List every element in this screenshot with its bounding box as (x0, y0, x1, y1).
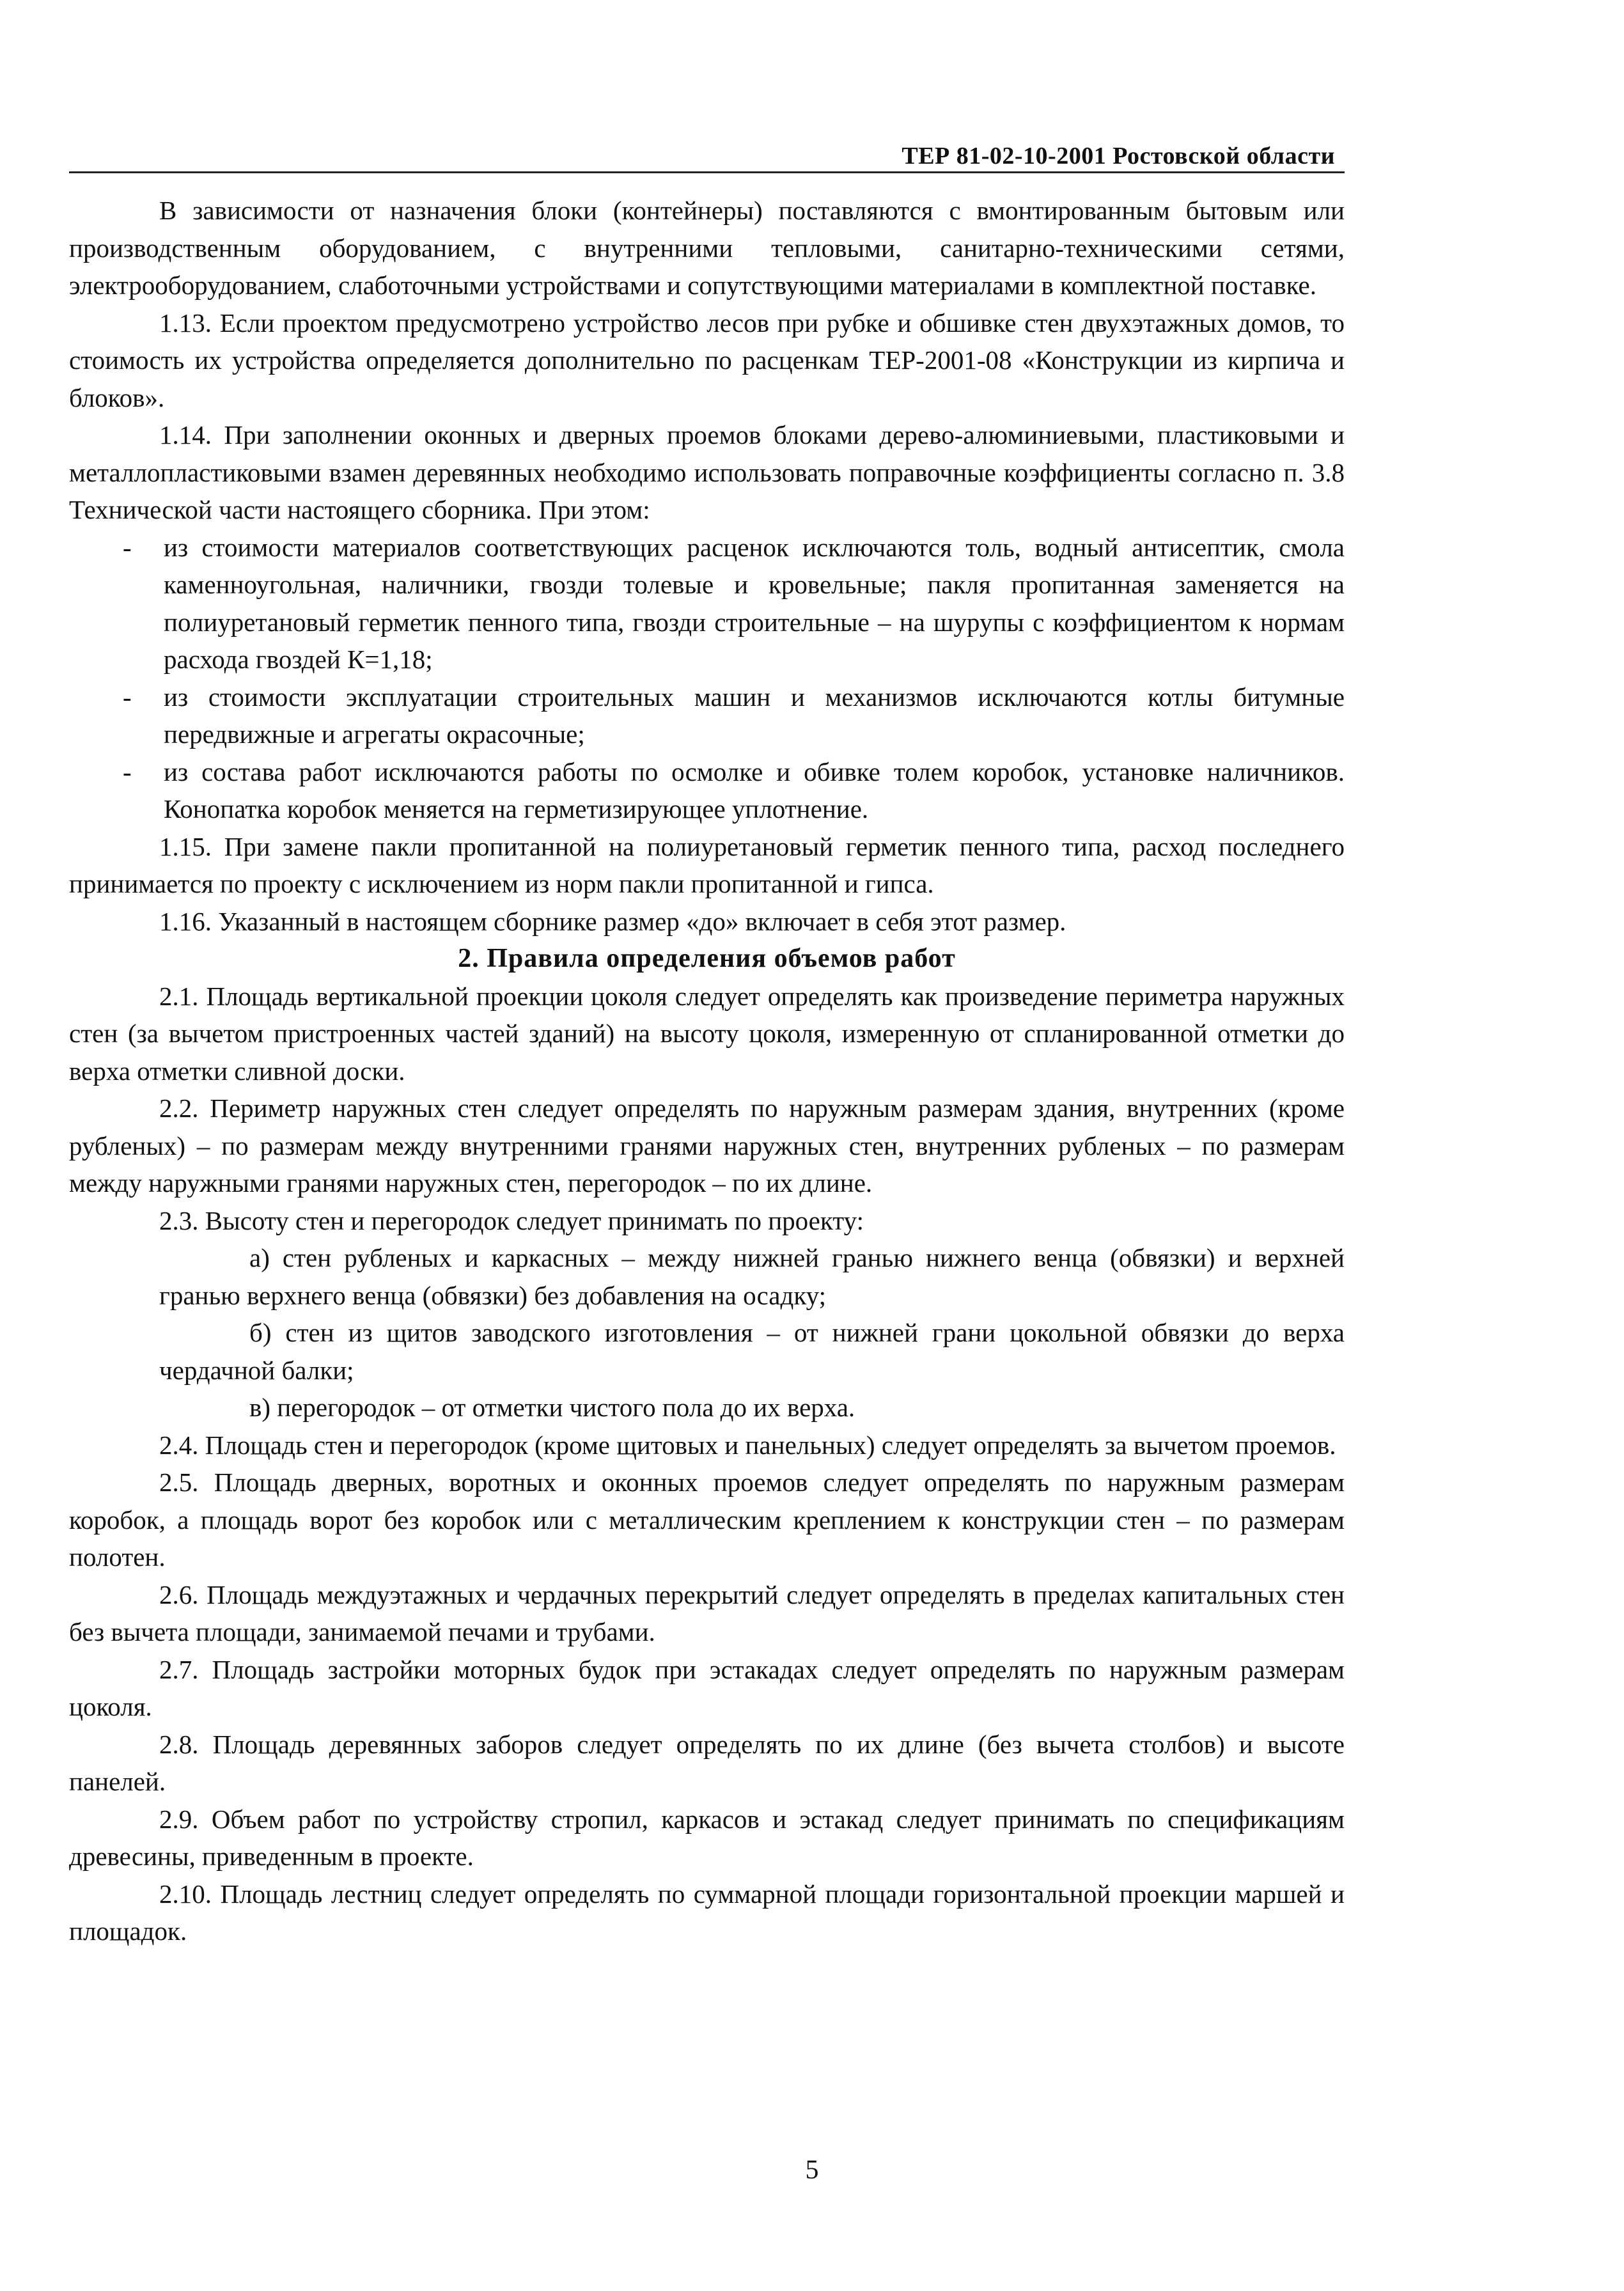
paragraph-1-14: 1.14. При заполнении оконных и дверных проемов блоками дерево-алюминиевыми, пластиковыми и металлопластиковыми взамен деревянных необходимо использовать поправочные коэффициенты согласно п. 3.8 Технической части настоящего сборника. При этом: (69, 420, 1345, 524)
page-number: 5 (805, 2155, 819, 2185)
paragraph-2-7: 2.7. Площадь застройки моторных будок при эстакадах следует определять по наружным размерам цоколя. (69, 1654, 1345, 1721)
list-item (69, 678, 1345, 753)
sub-item-b: б) стен из щитов заводского изготовления – от нижней грани цокольной обвязки до верха чердачной балки; (159, 1318, 1345, 1385)
list-item (69, 753, 1345, 828)
sub-item-c: в) перегородок – от отметки чистого пола до их верха. (249, 1393, 855, 1422)
paragraph-2-10: 2.10. Площадь лестниц следует определять по суммарной площади горизонтальной проекции маршей и площадок. (69, 1879, 1345, 1946)
list-item (69, 529, 1345, 678)
paragraph-2-1: 2.1. Площадь вертикальной проекции цоколя следует определять как произведение периметра наружных стен (за вычетом пристроенных частей зданий) на высоту цоколя, измеренную от спланированной отметки до верха отметки сливной доски. (69, 981, 1345, 1086)
paragraph-2-9: 2.9. Объем работ по устройству стропил, каркасов и эстакад следует принимать по спецификациям древесины, приведенным в проекте. (69, 1804, 1345, 1871)
paragraph-2-4: 2.4. Площадь стен и перегородок (кроме щитовых и панельных) следует определять за вычетом проемов. (159, 1430, 1336, 1460)
list-item-text: из стоимости эксплуатации строительных машин и механизмов исключаются котлы битумные передвижные и агрегаты окрасочные; (164, 682, 1345, 749)
paragraph-2-6: 2.6. Площадь междуэтажных и чердачных перекрытий следует определять в пределах капитальных стен без вычета площади, занимаемой печами и трубами. (69, 1579, 1345, 1646)
paragraph-2-8: 2.8. Площадь деревянных заборов следует определять по их длине (без вычета столбов) и высоте панелей. (69, 1729, 1345, 1796)
list-dash: - (123, 532, 132, 562)
running-header: ТЕР 81-02-10-2001 Ростовской области (902, 143, 1335, 169)
paragraph-2-2: 2.2. Периметр наружных стен следует определять по наружным размерам здания, внутренних (кроме рубленых) – по размерам между внутренними гранями наружных стен, внутренних рубленых – по размерам между наружными гранями наружных стен, перегородок – по их длине. (69, 1093, 1345, 1198)
document-body (69, 192, 1345, 1950)
paragraph-1-13: 1.13. Если проектом предусмотрено устройство лесов при рубке и обшивке стен двухэтажных домов, то стоимость их устройства определяется дополнительно по расценкам ТЕР-2001-08 «Конструкции из кирпича и блоков». (69, 308, 1345, 412)
section-heading: 2. Правила определения объемов работ (458, 944, 956, 973)
list-item-text: из состава работ исключаются работы по осмолке и обивке толем коробок, установке наличников. Конопатка коробок меняется на герметизирующее уплотнение. (164, 756, 1345, 824)
list-dash: - (123, 682, 132, 712)
paragraph-1-16: 1.16. Указанный в настоящем сборнике размер «до» включает в себя этот размер. (159, 906, 1066, 936)
paragraph-1-15: 1.15. При замене пакли пропитанной на полиуретановый герметик пенного типа, расход последнего принимается по проекту с исключением из норм пакли пропитанной и гипса. (69, 831, 1345, 898)
list-dash: - (123, 756, 132, 786)
header-rule (69, 171, 1345, 173)
intro-paragraph: В зависимости от назначения блоки (контейнеры) поставляются с вмонтированным бытовым или производственным оборудованием, с внутренними тепловыми, санитарно-техническими сетями, электрооборудованием, слаботочными устройствами и сопутствующими материалами в комплектной поставке. (69, 196, 1345, 300)
sub-item-a: а) стен рубленых и каркасных – между нижней гранью нижнего венца (обвязки) и верхней гранью верхнего венца (обвязки) без добавления на осадку; (159, 1243, 1345, 1310)
paragraph-2-3: 2.3. Высоту стен и перегородок следует принимать по проекту: (159, 1205, 864, 1235)
paragraph-2-5: 2.5. Площадь дверных, воротных и оконных проемов следует определять по наружным размерам коробок, а площадь ворот без коробок или с металлическим креплением к конструкции стен – по размерам полотен. (69, 1467, 1345, 1572)
list-item-text: из стоимости материалов соответствующих расценок исключаются толь, водный антисептик, смола каменноугольная, наличники, гвозди толевые и кровельные; пакля пропитанная заменяется на полиуретановый герметик пенного типа, гвозди строительные – на шурупы с коэффициентом к нормам расхода гвоздей К=1,18; (164, 532, 1345, 674)
